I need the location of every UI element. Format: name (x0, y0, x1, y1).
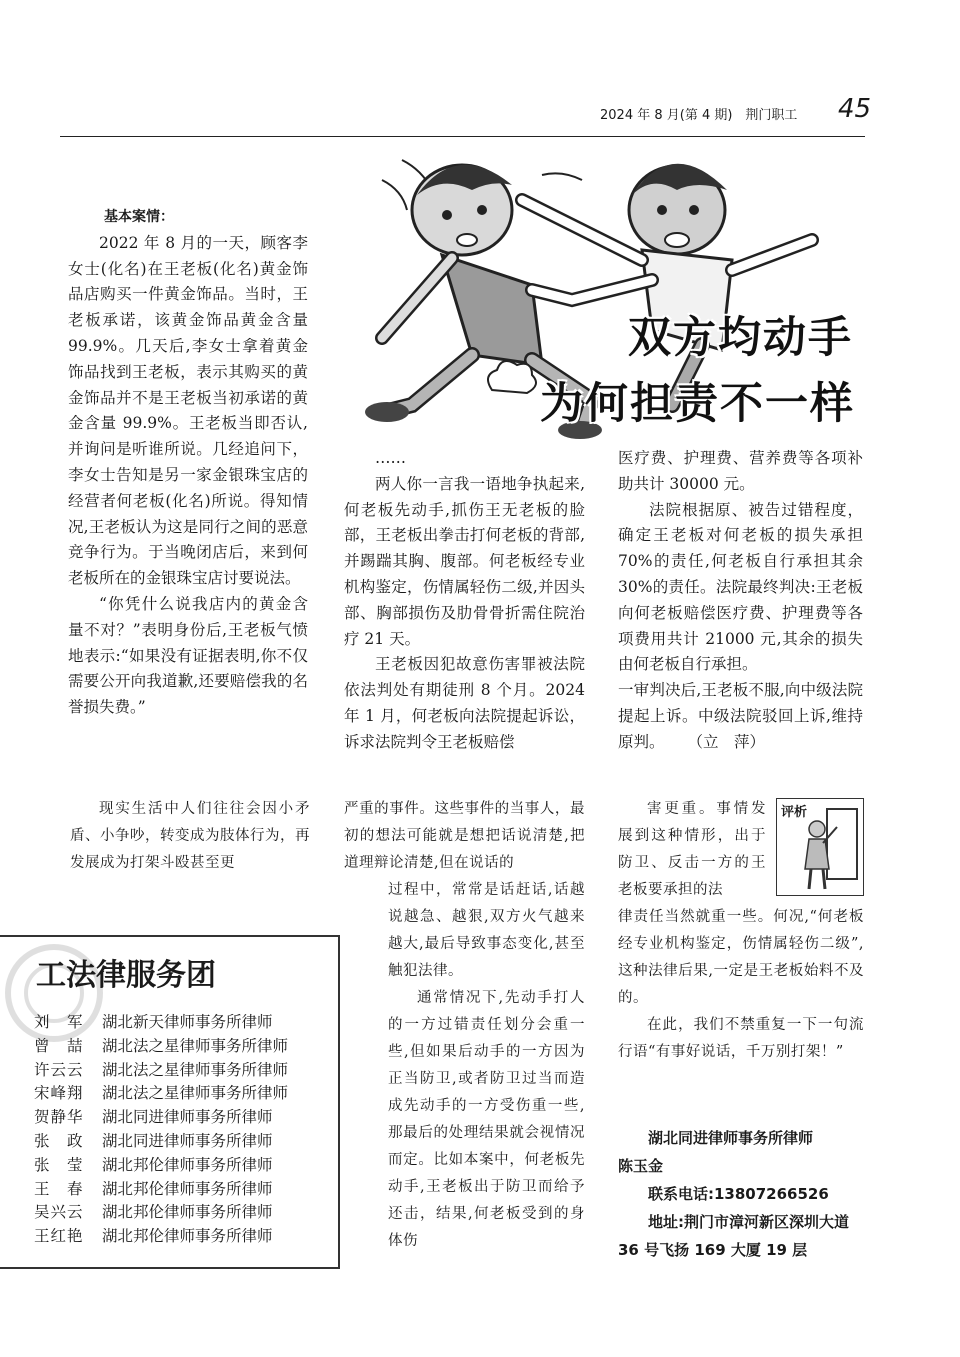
analysis-paragraph: 在此，我们不禁重复一下一句流行语“有事好说话，千万别打架！” (618, 1017, 864, 1060)
analysis-badge (776, 798, 864, 896)
legal-team-member (34, 1154, 288, 1178)
analysis-column-3-narrow (618, 796, 766, 904)
analysis-paragraph: 过程中，常常是话赶话,话越说越急、越狠,双方火气越来越大,最后导致事态变化,甚至触犯法律。 (388, 882, 585, 979)
member-name: 宋峰翔 (34, 1084, 84, 1103)
legal-team-member (34, 1130, 288, 1154)
case-paragraph: 王老板因犯故意伤害罪被法院依法判处有期徒刑 8 个月。2024 年 1 月，何老板向法院提起诉讼，诉求法院判令王老板赔偿 (344, 655, 585, 751)
article-title-line1: 双方均动手 (628, 313, 853, 363)
member-firm: 湖北同进律师事务所律师 (102, 1108, 273, 1127)
case-paragraph: 两人你一言我一语地争执起来,何老板先动手,抓伤王无老板的脸部，王老板出拳击打何老板的背部,并踢踹其胸、腹部。何老板经专业机构鉴定，伤情属轻伤二级,并因头部、胸部损伤及肋骨骨折需住院治疗 21 天。 (344, 474, 585, 648)
case-paragraph: 医疗费、护理费、营养费等各项补助共计 30000 元。 (618, 449, 863, 493)
header-rule (60, 136, 865, 137)
contact-phone: 联系电话:13807266526 (648, 1185, 829, 1203)
legal-team-member (34, 1178, 288, 1202)
case-paragraph: 一审判决后,王老板不服,向中级法院提起上诉。中级法院驳回上诉,维持原判。 (618, 681, 863, 751)
member-name: 王 春 (34, 1179, 84, 1198)
analysis-column-2-indented (388, 877, 585, 1255)
member-firm: 湖北邦伦律师事务所律师 (102, 1179, 273, 1198)
member-firm: 湖北同进律师事务所律师 (102, 1131, 273, 1150)
legal-team-title: 工法律服务团 (36, 958, 216, 993)
analysis-paragraph: 律责任当然就重一些。何况,“何老板经专业机构鉴定，伤情属轻伤二级”,这种法律后果,一定是王老板始料不及的。 (618, 909, 864, 1006)
analysis-column-1 (70, 796, 310, 877)
case-column-3 (618, 446, 863, 756)
analysis-paragraph: 现实生活中人们往往会因小矛盾、小争吵，转变成为肢体行为，再发展成为打架斗殴甚至更 (70, 801, 310, 871)
member-name: 曾 喆 (34, 1036, 84, 1055)
analysis-badge-label: 评析 (781, 805, 808, 820)
analysis-paragraph: 严重的事件。这些事件的当事人，最初的想法可能就是想把话说清楚,把道理辩论清楚,但在说话的 (344, 801, 585, 871)
case-paragraph: …… (375, 449, 406, 467)
member-name: 许云云 (34, 1060, 84, 1079)
case-column-1 (68, 204, 308, 721)
member-firm: 湖北邦伦律师事务所律师 (102, 1155, 273, 1174)
legal-team-list (34, 1011, 288, 1249)
member-name: 刘 军 (34, 1013, 84, 1031)
legal-team-member (34, 1059, 288, 1083)
legal-team-member (34, 1225, 288, 1249)
contact-firm: 湖北同进律师事务所律师 (648, 1129, 814, 1147)
member-firm: 湖北法之星律师事务所律师 (102, 1084, 289, 1103)
member-name: 张 政 (34, 1131, 84, 1150)
article-title-line2: 为何担责不一样 (540, 379, 855, 429)
member-firm: 湖北邦伦律师事务所律师 (102, 1203, 273, 1222)
legal-team-member (34, 1035, 288, 1059)
author-signature: （立 萍） (687, 732, 765, 751)
case-heading: 基本案情： (104, 209, 174, 225)
legal-team-member (34, 1201, 288, 1225)
member-name: 贺静华 (34, 1108, 84, 1127)
legal-team-member (34, 1082, 288, 1106)
page-number: 45 (838, 94, 872, 124)
analysis-column-2 (344, 796, 585, 877)
analysis-column-3 (618, 904, 864, 1066)
case-paragraph: 2022 年 8 月的一天，顾客李女士(化名)在王老板(化名)黄金饰品店购买一件黄金饰品。当时，王老板承诺，该黄金饰品黄金含量 99.9%。几天后,李女士拿着黄金饰品找到王老板，表示其购买的黄金饰品并不是王老板当初承诺的黄金含量 99.9%。王老板当即否认,并询问是听谁所说。几经追问下，李女士告知是另一家金银珠宝店的经营者何老板(化名)所说。得知情况,王老板认为这是同行之间的恶意竞争行为。于当晚闭店后，来到何老板所在的金银珠宝店讨要说法。 (68, 233, 308, 588)
legal-team-member (34, 1011, 288, 1035)
member-firm: 湖北法之星律师事务所律师 (102, 1060, 289, 1079)
member-firm: 湖北法之星律师事务所律师 (102, 1036, 289, 1055)
case-column-2 (344, 446, 585, 756)
case-paragraph: 法院根据原、被告过错程度，确定王老板对何老板的损失承担70%的责任,何老板自行承担其余30%的责任。法院最终判决:王老板向何老板赔偿医疗费、护理费等各项费用共计 21000 元,其余的损失由何老板自行承担。 (618, 500, 863, 674)
case-paragraph: “你凭什么说我店内的黄金含量不对？”表明身份后,王老板气愤地表示:“如果没有证据表明,你不仅需要公开向我道歉,还要赔偿我的名誉损失费。” (68, 594, 308, 717)
contact-address: 地址:荆门市漳河新区深圳大道 36 号飞扬 169 大厦 19 层 (618, 1213, 849, 1259)
man1-shirt (442, 255, 542, 365)
member-firm: 湖北邦伦律师事务所律师 (102, 1227, 273, 1246)
issue-info: 2024 年 8 月(第 4 期) 荆门职工 (600, 108, 798, 123)
analysis-paragraph: 通常情况下,先动手打人的一方过错责任划分会重一些,但如果后动手的一方因为正当防卫,或者防卫过当而造成先动手的一方受伤重一些,那最后的处理结果就会视情况而定。比如本案中，何老板先动手,王老板出于防卫而给予还击，结果,何老板受到的身体伤 (388, 990, 585, 1249)
lawyer-contact (618, 1124, 868, 1264)
analysis-paragraph: 害更重。事情发展到这种情形，出于防卫、反击一方的王老板要承担的法 (618, 801, 766, 898)
member-name: 王红艳 (34, 1227, 84, 1246)
member-name: 张 莹 (34, 1155, 84, 1174)
contact-name: 陈玉金 (618, 1157, 664, 1175)
member-firm: 湖北新天律师事务所律师 (102, 1013, 273, 1031)
legal-team-member (34, 1106, 288, 1130)
member-name: 吴兴云 (34, 1203, 84, 1222)
